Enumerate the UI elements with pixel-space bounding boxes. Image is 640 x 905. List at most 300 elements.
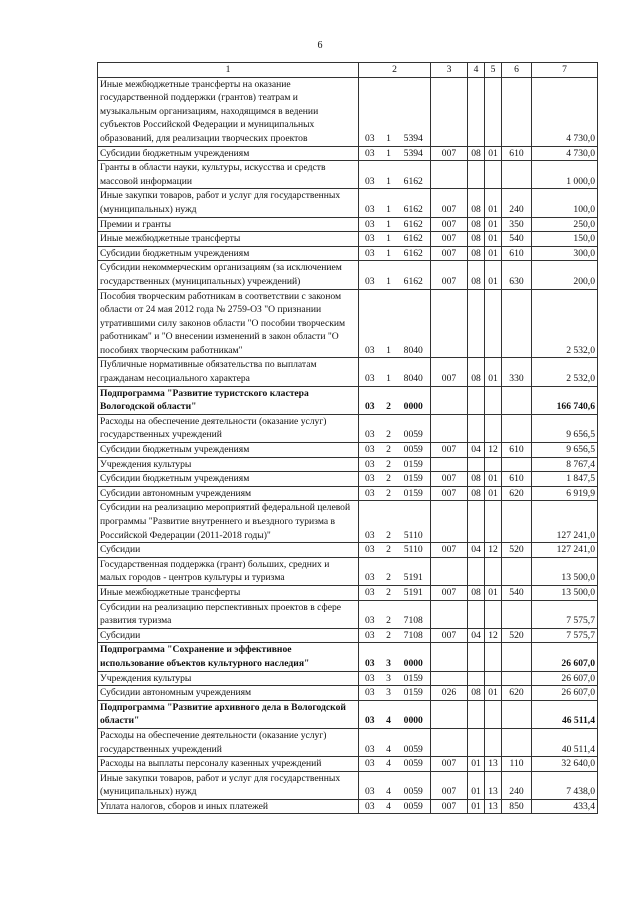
section-code [468,700,485,728]
ministry-code: 007 [431,189,468,217]
program-code: 03 [359,246,381,261]
ministry-code: 007 [431,799,468,814]
subprogram-code: 2 [381,472,397,487]
amount: 4 730,0 [532,77,598,146]
direction-code: 0059 [397,443,431,458]
program-code: 03 [359,386,381,414]
expense-type-code [502,728,532,756]
subsection-code [485,457,502,472]
program-code: 03 [359,728,381,756]
section-code [468,457,485,472]
program-code: 03 [359,289,381,358]
row-name: Субсидии автономным учреждениям [98,486,359,501]
subprogram-code: 4 [381,728,397,756]
subprogram-code: 2 [381,457,397,472]
expense-type-code: 850 [502,799,532,814]
subprogram-code: 2 [381,600,397,628]
table-row [98,443,598,458]
program-code: 03 [359,700,381,728]
subsection-code: 01 [485,146,502,161]
row-name: Учреждения культуры [98,457,359,472]
direction-code: 7108 [397,600,431,628]
expense-type-code [502,643,532,671]
direction-code: 5191 [397,585,431,600]
section-code [468,501,485,543]
table-row [98,261,598,289]
subprogram-code: 1 [381,217,397,232]
subsection-code: 01 [485,686,502,701]
subsection-code: 13 [485,771,502,799]
subprogram-code: 2 [381,585,397,600]
amount: 433,4 [532,799,598,814]
subsection-code: 01 [485,217,502,232]
subprogram-code: 2 [381,543,397,558]
direction-code: 0059 [397,771,431,799]
subsection-code [485,600,502,628]
program-code: 03 [359,501,381,543]
ministry-code [431,414,468,442]
ministry-code: 007 [431,246,468,261]
subsection-code [485,671,502,686]
program-code: 03 [359,217,381,232]
subprogram-code: 2 [381,486,397,501]
row-name: Иные межбюджетные трансферты [98,232,359,247]
expense-type-code [502,414,532,442]
subprogram-code: 4 [381,700,397,728]
ministry-code [431,77,468,146]
subprogram-code: 3 [381,643,397,671]
section-code: 08 [468,217,485,232]
amount: 26 607,0 [532,671,598,686]
subprogram-code: 2 [381,557,397,585]
section-code: 08 [468,585,485,600]
subsection-code: 01 [485,358,502,386]
subsection-code: 13 [485,799,502,814]
amount: 13 500,0 [532,585,598,600]
section-code: 08 [468,358,485,386]
program-code: 03 [359,414,381,442]
subsection-code: 12 [485,543,502,558]
expense-type-code [502,161,532,189]
section-code [468,728,485,756]
row-name: Расходы на выплаты персоналу казенных учреждений [98,757,359,772]
direction-code: 6162 [397,217,431,232]
program-code: 03 [359,161,381,189]
ministry-code: 026 [431,686,468,701]
ministry-code [431,643,468,671]
row-name: Учреждения культуры [98,671,359,686]
row-name: Субсидии автономным учреждениям [98,686,359,701]
direction-code: 5110 [397,501,431,543]
row-name: Субсидии бюджетным учреждениям [98,246,359,261]
table-row [98,472,598,487]
amount: 26 607,0 [532,686,598,701]
ministry-code: 007 [431,217,468,232]
direction-code: 0059 [397,799,431,814]
ministry-code [431,557,468,585]
amount: 2 532,0 [532,358,598,386]
table-row [98,146,598,161]
row-name: Субсидии на реализацию перспективных проектов в сфере развития туризма [98,600,359,628]
amount: 7 575,7 [532,600,598,628]
amount: 127 241,0 [532,501,598,543]
expense-type-code [502,289,532,358]
section-code [468,77,485,146]
ministry-code: 007 [431,543,468,558]
amount: 1 847,5 [532,472,598,487]
table-row [98,414,598,442]
program-code: 03 [359,600,381,628]
ministry-code: 007 [431,146,468,161]
subprogram-code: 1 [381,146,397,161]
subprogram-code: 2 [381,414,397,442]
header-col-3: 3 [431,63,468,78]
row-name: Пособия творческим работникам в соответствии с законом области от 24 мая 2012 года № 2759-ОЗ "О признании утратившими силу законов области "О пособии творческим работникам" и "О внесении изменений в закон области "О пособиях творческим работникам" [98,289,359,358]
subsection-code: 01 [485,246,502,261]
table-row [98,486,598,501]
table-row [98,671,598,686]
subprogram-code: 4 [381,771,397,799]
subsection-code [485,557,502,585]
subprogram-code: 1 [381,77,397,146]
direction-code: 5394 [397,146,431,161]
ministry-code: 007 [431,757,468,772]
ministry-code [431,386,468,414]
direction-code: 0000 [397,643,431,671]
expense-type-code: 620 [502,486,532,501]
subprogram-code: 2 [381,443,397,458]
subsection-code: 01 [485,261,502,289]
row-name: Подпрограмма "Развитие туристского кластера Вологодской области" [98,386,359,414]
table-row [98,686,598,701]
subprogram-code: 1 [381,232,397,247]
ministry-code: 007 [431,585,468,600]
amount: 7 575,7 [532,628,598,643]
table-row [98,246,598,261]
row-name: Публичные нормативные обязательства по выплатам гражданам несоциального характера [98,358,359,386]
program-code: 03 [359,232,381,247]
direction-code: 5191 [397,557,431,585]
table-row [98,189,598,217]
expense-type-code [502,457,532,472]
amount: 26 607,0 [532,643,598,671]
direction-code: 0000 [397,700,431,728]
direction-code: 0159 [397,686,431,701]
row-name: Иные межбюджетные трансферты на оказание государственной поддержки (грантов) театрам и музыкальным организациям, находящимся в ведении субъектов Российской Федерации и муниципальных образований, для реализации творческих проектов [98,77,359,146]
direction-code: 6162 [397,161,431,189]
row-name: Субсидии некоммерческим организациям (за исключением государственных (муниципальных) учреждений) [98,261,359,289]
expense-type-code: 110 [502,757,532,772]
subprogram-code: 1 [381,289,397,358]
expense-type-code: 610 [502,443,532,458]
section-code: 08 [468,261,485,289]
section-code [468,414,485,442]
expense-type-code: 540 [502,585,532,600]
row-name: Расходы на обеспечение деятельности (оказание услуг) государственных учреждений [98,414,359,442]
subprogram-code: 1 [381,261,397,289]
amount: 8 767,4 [532,457,598,472]
subprogram-code: 4 [381,799,397,814]
amount: 46 511,4 [532,700,598,728]
header-col-1: 1 [98,63,359,78]
subprogram-code: 4 [381,757,397,772]
subsection-code: 01 [485,585,502,600]
ministry-code [431,700,468,728]
ministry-code [431,501,468,543]
header-col-7: 7 [532,63,598,78]
amount: 300,0 [532,246,598,261]
table-row [98,771,598,799]
row-name: Иные закупки товаров, работ и услуг для государственных (муниципальных) нужд [98,189,359,217]
expense-type-code [502,386,532,414]
table-row [98,161,598,189]
subsection-code [485,728,502,756]
table-row [98,600,598,628]
expense-type-code: 540 [502,232,532,247]
direction-code: 0059 [397,414,431,442]
subprogram-code: 2 [381,628,397,643]
amount: 4 730,0 [532,146,598,161]
expense-type-code: 520 [502,543,532,558]
expense-type-code [502,77,532,146]
row-name: Субсидии [98,628,359,643]
table-row [98,358,598,386]
subprogram-code: 1 [381,189,397,217]
table-row [98,386,598,414]
program-code: 03 [359,443,381,458]
subsection-code [485,643,502,671]
subsection-code [485,700,502,728]
subprogram-code: 3 [381,671,397,686]
program-code: 03 [359,358,381,386]
table-row [98,289,598,358]
subprogram-code: 3 [381,686,397,701]
row-name: Государственная поддержка (грант) больших, средних и малых городов - центров культуры и туризма [98,557,359,585]
subsection-code [485,161,502,189]
program-code: 03 [359,146,381,161]
expense-type-code [502,700,532,728]
expense-type-code [502,557,532,585]
subsection-code: 12 [485,443,502,458]
subsection-code: 01 [485,232,502,247]
row-name: Иные межбюджетные трансферты [98,585,359,600]
amount: 127 241,0 [532,543,598,558]
row-name: Расходы на обеспечение деятельности (оказание услуг) государственных учреждений [98,728,359,756]
direction-code: 6162 [397,232,431,247]
amount: 40 511,4 [532,728,598,756]
ministry-code [431,161,468,189]
section-code: 08 [468,486,485,501]
program-code: 03 [359,77,381,146]
ministry-code: 007 [431,358,468,386]
subprogram-code: 1 [381,246,397,261]
program-code: 03 [359,189,381,217]
budget-table [97,62,598,814]
section-code: 08 [468,146,485,161]
table-row [98,501,598,543]
table-row [98,585,598,600]
expense-type-code [502,671,532,686]
program-code: 03 [359,543,381,558]
section-code: 08 [468,686,485,701]
direction-code: 8040 [397,358,431,386]
section-code: 04 [468,443,485,458]
row-name: Субсидии бюджетным учреждениям [98,146,359,161]
section-code [468,386,485,414]
section-code [468,643,485,671]
expense-type-code: 610 [502,472,532,487]
amount: 7 438,0 [532,771,598,799]
program-code: 03 [359,486,381,501]
ministry-code: 007 [431,628,468,643]
section-code [468,289,485,358]
ministry-code: 007 [431,486,468,501]
ministry-code: 007 [431,472,468,487]
table-row [98,628,598,643]
subprogram-code: 2 [381,386,397,414]
page-number: 6 [317,40,323,51]
direction-code: 6162 [397,261,431,289]
direction-code: 8040 [397,289,431,358]
subsection-code [485,77,502,146]
subprogram-code: 1 [381,358,397,386]
program-code: 03 [359,643,381,671]
amount: 13 500,0 [532,557,598,585]
subprogram-code: 1 [381,161,397,189]
direction-code: 7108 [397,628,431,643]
direction-code: 6162 [397,189,431,217]
program-code: 03 [359,472,381,487]
table-row [98,77,598,146]
section-code: 01 [468,757,485,772]
ministry-code [431,671,468,686]
section-code: 08 [468,472,485,487]
direction-code: 0159 [397,472,431,487]
expense-type-code: 240 [502,189,532,217]
section-code: 08 [468,246,485,261]
direction-code: 5394 [397,77,431,146]
ministry-code: 007 [431,771,468,799]
section-code: 01 [468,771,485,799]
table-row [98,700,598,728]
amount: 200,0 [532,261,598,289]
ministry-code [431,457,468,472]
subsection-code: 01 [485,472,502,487]
subsection-code [485,289,502,358]
ministry-code: 007 [431,261,468,289]
table-row [98,643,598,671]
row-name: Иные закупки товаров, работ и услуг для государственных (муниципальных) нужд [98,771,359,799]
table-row [98,543,598,558]
table-row [98,232,598,247]
amount: 9 656,5 [532,414,598,442]
program-code: 03 [359,771,381,799]
program-code: 03 [359,457,381,472]
row-name: Премии и гранты [98,217,359,232]
amount: 100,0 [532,189,598,217]
row-name: Субсидии бюджетным учреждениям [98,443,359,458]
direction-code: 0159 [397,486,431,501]
direction-code: 0159 [397,671,431,686]
section-code: 01 [468,799,485,814]
expense-type-code: 520 [502,628,532,643]
section-code: 08 [468,232,485,247]
program-code: 03 [359,671,381,686]
row-name: Подпрограмма "Сохранение и эффективное использование объектов культурного наследия" [98,643,359,671]
program-code: 03 [359,557,381,585]
expense-type-code: 610 [502,146,532,161]
row-name: Субсидии на реализацию мероприятий федеральной целевой программы "Развитие внутреннего и въездного туризма в Российской Федерации (2011-2018 годы)" [98,501,359,543]
expense-type-code: 630 [502,261,532,289]
subsection-code: 12 [485,628,502,643]
direction-code: 6162 [397,246,431,261]
subsection-code [485,414,502,442]
row-name: Субсидии бюджетным учреждениям [98,472,359,487]
ministry-code [431,600,468,628]
direction-code: 0059 [397,757,431,772]
expense-type-code: 240 [502,771,532,799]
table-row [98,217,598,232]
amount: 2 532,0 [532,289,598,358]
amount: 9 656,5 [532,443,598,458]
header-col-6: 6 [502,63,532,78]
ministry-code [431,728,468,756]
section-code: 04 [468,628,485,643]
header-col-2: 2 [359,63,431,78]
section-code: 04 [468,543,485,558]
expense-type-code: 620 [502,686,532,701]
table-header-row [98,63,598,78]
ministry-code: 007 [431,232,468,247]
expense-type-code: 330 [502,358,532,386]
section-code [468,600,485,628]
subprogram-code: 2 [381,501,397,543]
subsection-code: 13 [485,757,502,772]
expense-type-code: 610 [502,246,532,261]
row-name: Гранты в области науки, культуры, искусства и средств массовой информации [98,161,359,189]
amount: 150,0 [532,232,598,247]
header-col-5: 5 [485,63,502,78]
table-row [98,728,598,756]
row-name: Подпрограмма "Развитие архивного дела в Вологодской области" [98,700,359,728]
amount: 32 640,0 [532,757,598,772]
table-row [98,799,598,814]
program-code: 03 [359,261,381,289]
direction-code: 0159 [397,457,431,472]
subsection-code [485,386,502,414]
section-code [468,161,485,189]
expense-type-code [502,600,532,628]
program-code: 03 [359,686,381,701]
table-row [98,757,598,772]
program-code: 03 [359,628,381,643]
direction-code: 5110 [397,543,431,558]
section-code: 08 [468,189,485,217]
program-code: 03 [359,757,381,772]
amount: 250,0 [532,217,598,232]
amount: 1 000,0 [532,161,598,189]
section-code [468,671,485,686]
direction-code: 0059 [397,728,431,756]
subsection-code: 01 [485,189,502,217]
row-name: Субсидии [98,543,359,558]
section-code [468,557,485,585]
table-body [98,77,598,814]
program-code: 03 [359,585,381,600]
direction-code: 0000 [397,386,431,414]
ministry-code: 007 [431,443,468,458]
row-name: Уплата налогов, сборов и иных платежей [98,799,359,814]
